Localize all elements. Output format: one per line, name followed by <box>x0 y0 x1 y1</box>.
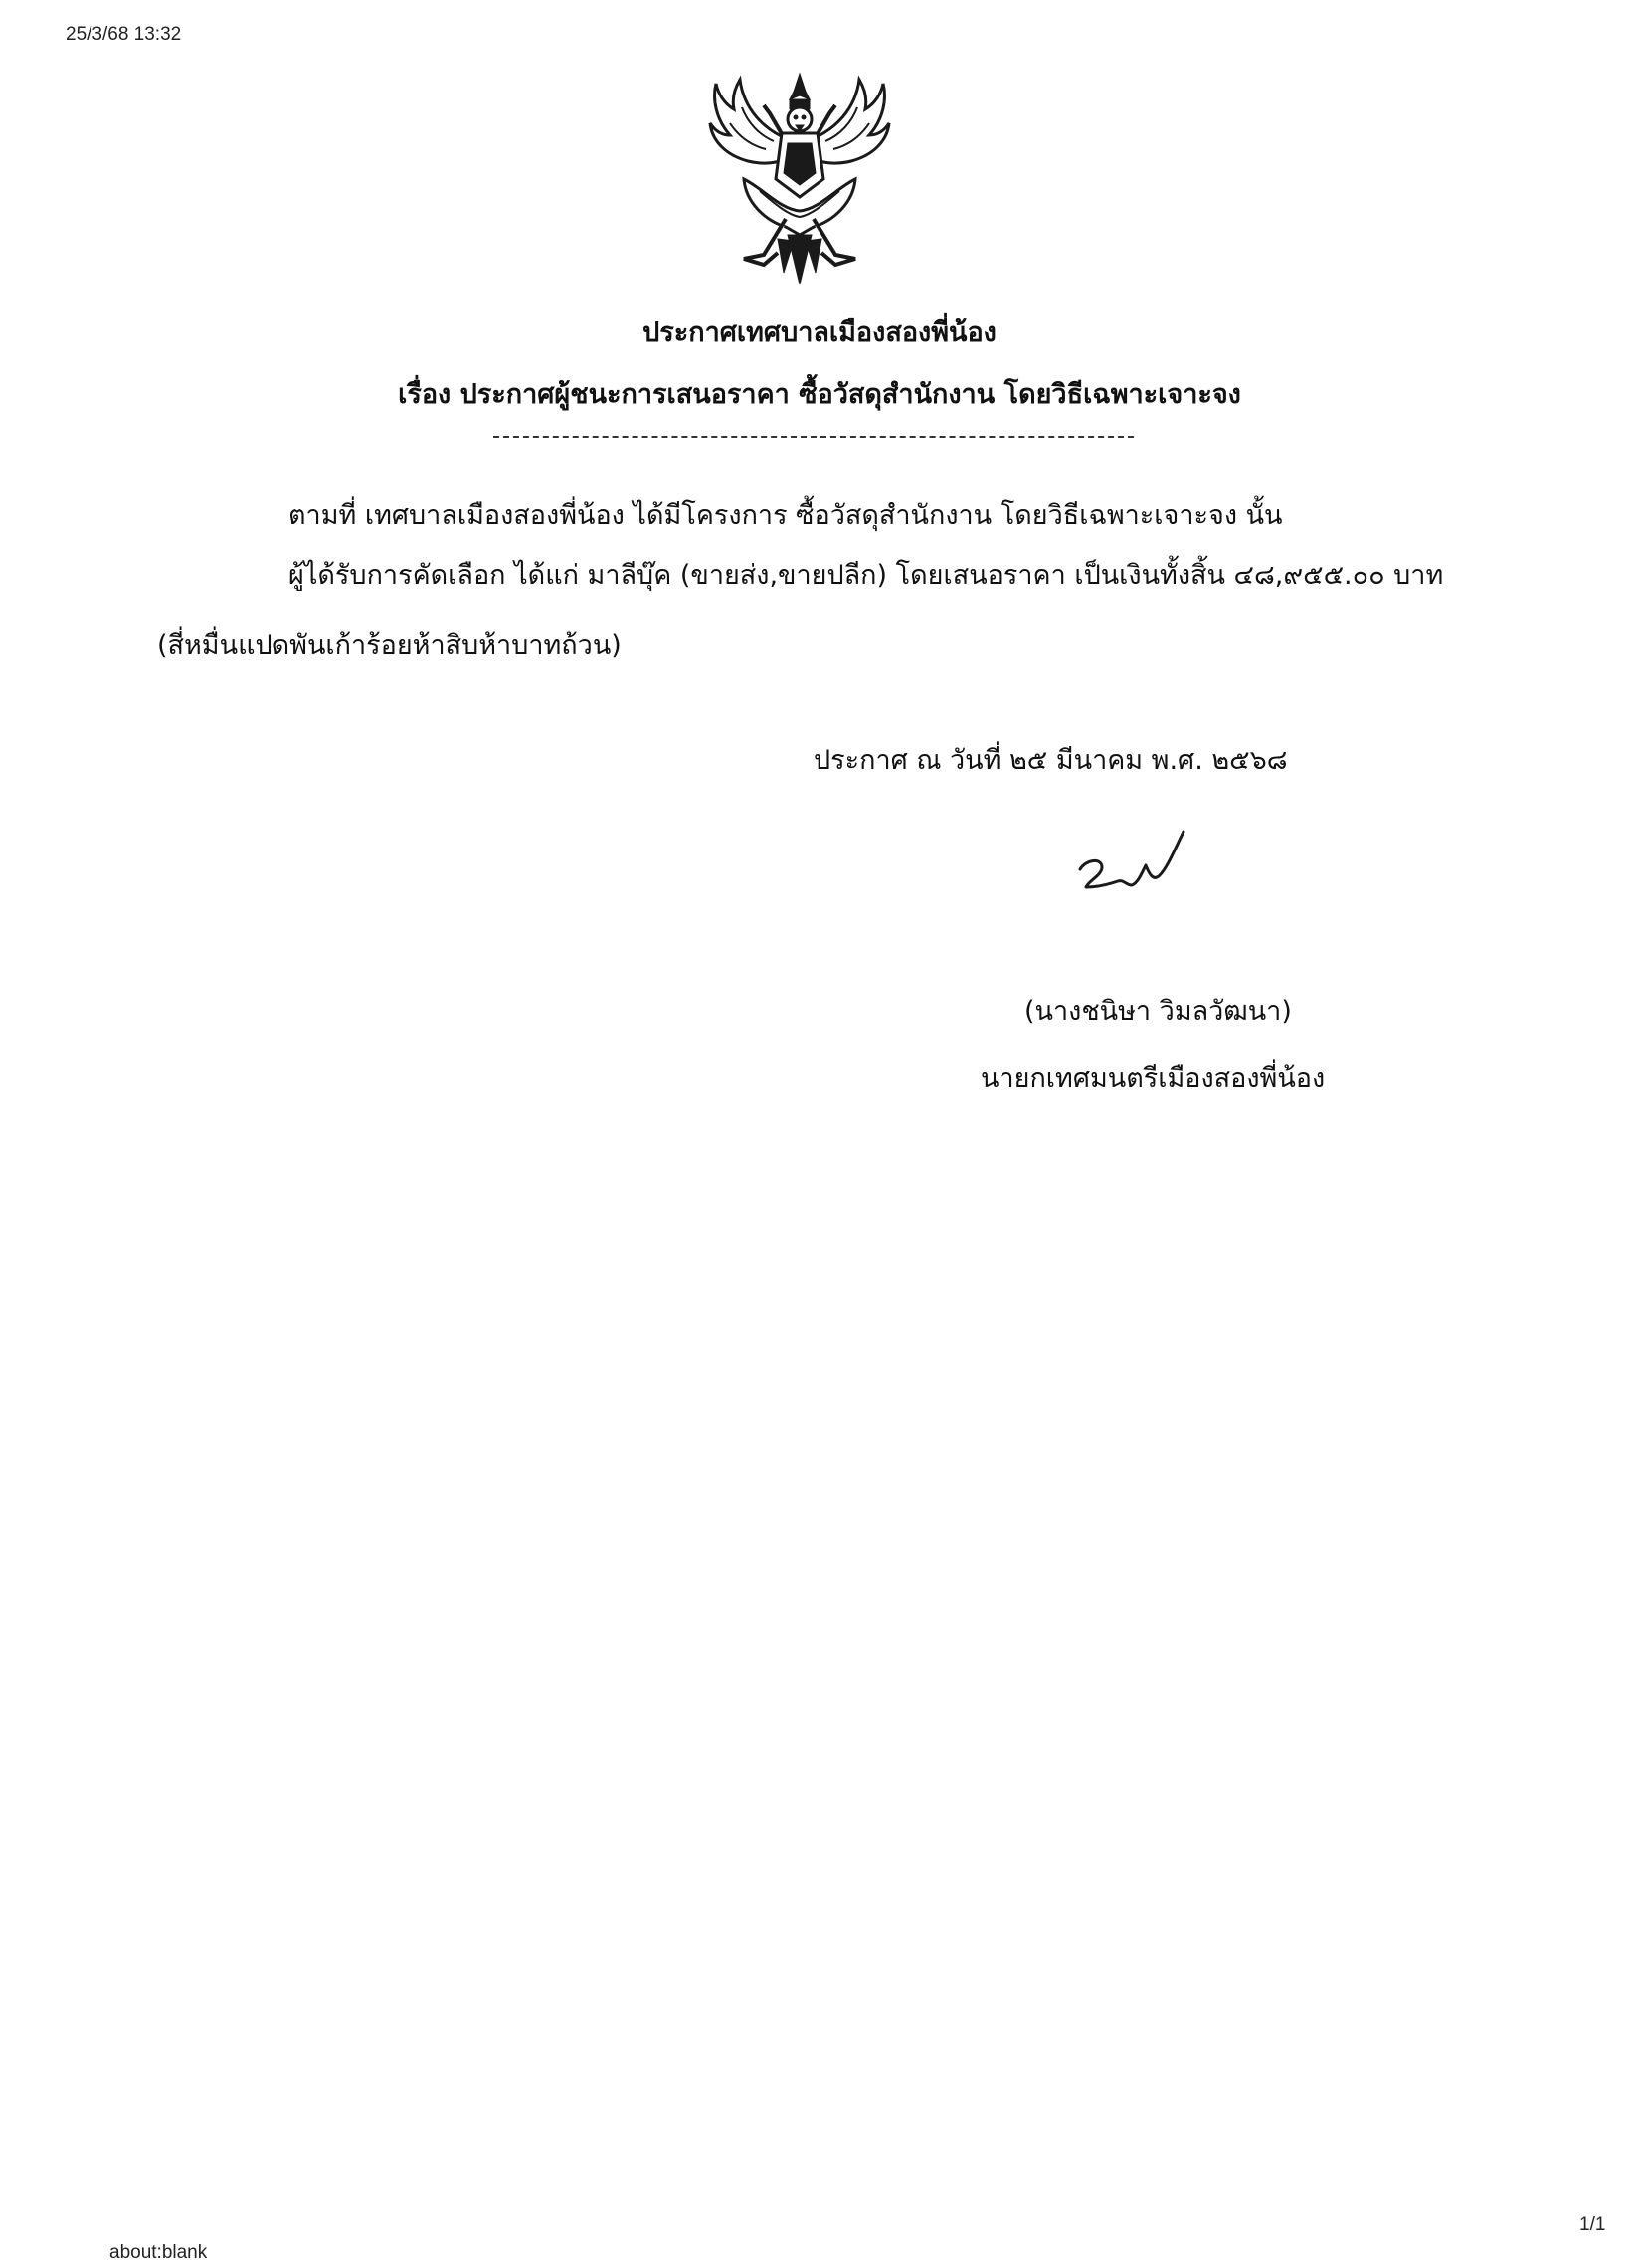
print-header-timestamp: 25/3/68 13:32 <box>66 24 182 45</box>
body-line-project: ตามที่ เทศบาลเมืองสองพี่น้อง ได้มีโครงการ ซื้อวัสดุสำนักงาน โดยวิธีเฉพาะเจาะจง นั้น <box>288 500 1283 531</box>
garuda-emblem-icon <box>704 70 895 288</box>
handwritten-signature-icon <box>1072 826 1211 905</box>
divider <box>493 436 1134 438</box>
print-footer-url: about:blank <box>109 2242 208 2263</box>
announcement-title: ประกาศเทศบาลเมืองสองพี่น้อง <box>642 317 997 348</box>
signer-name: (นางชนิษา วิมลวัฒนา) <box>1024 996 1292 1027</box>
announcement-subject: เรื่อง ประกาศผู้ชนะการเสนอราคา ซื้อวัสดุสำนักงาน โดยวิธีเฉพาะเจาะจง <box>398 379 1241 410</box>
print-footer-page-number: 1/1 <box>1579 2214 1606 2235</box>
body-line-winner: ผู้ได้รับการคัดเลือก ได้แก่ มาลีบุ๊ค (ขายส่ง,ขายปลีก) โดยเสนอราคา เป็นเงินทั้งสิ้น ๔๘,๙๕๕.๐๐ บาท <box>288 560 1444 591</box>
signer-position: นายกเทศมนตรีเมืองสองพี่น้อง <box>981 1063 1326 1094</box>
announcement-date: ประกาศ ณ วันที่ ๒๕ มีนาคม พ.ศ. ๒๕๖๘ <box>814 745 1288 776</box>
body-line-amount-words: (สี่หมื่นแปดพันเก้าร้อยห้าสิบห้าบาทถ้วน) <box>157 630 622 661</box>
